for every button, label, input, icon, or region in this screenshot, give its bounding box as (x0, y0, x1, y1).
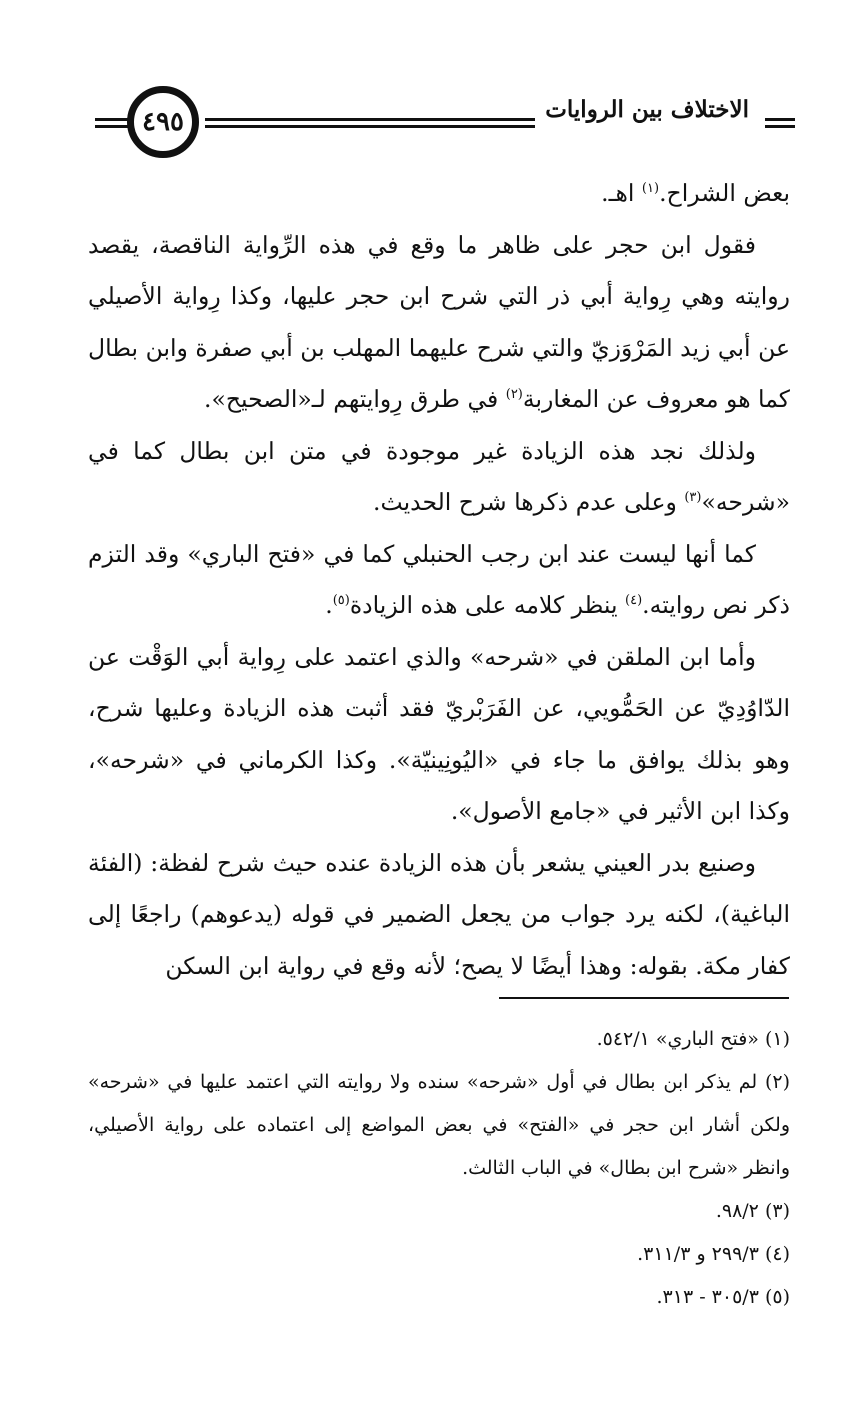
footnote: (١) «فتح الباري» ٥٤٢/١. (596, 1028, 790, 1050)
running-title: الاختلاف بين الروايات (539, 96, 755, 123)
page-number-badge (127, 86, 199, 158)
footnotes (88, 1018, 790, 1319)
paragraph (88, 168, 790, 220)
paragraph-text: فقول ابن حجر على ظاهر ما وقع في هذه الرِّواية الناقصة، يقصد روايته وهي رِواية أبي ذر التي شرح ابن حجر عليها، وكذا رِواية الأصيلي عن أبي زيد المَرْوَزيّ والتي شرح عليهما المهلب بن أبي صفرة وابن بطال كما هو معروف عن المغاربة (88, 230, 790, 413)
paragraph-text: بعض الشراح. (659, 179, 790, 207)
header-rule-right (765, 125, 795, 128)
paragraph-text: . (325, 591, 333, 619)
paragraph-text: ولذلك نجد هذه الزيادة غير موجودة في متن ابن بطال كما في «شرحه» (88, 436, 790, 516)
paragraph-text: وعلى عدم ذكرها شرح الحديث. (373, 488, 685, 516)
page-header (95, 78, 795, 178)
main-text (88, 168, 790, 992)
paragraph (88, 529, 790, 632)
page-number: ٤٩٥ (142, 107, 184, 137)
footnote-separator (499, 997, 789, 999)
header-rule-middle (205, 118, 535, 121)
footnote-ref: (٤) (625, 593, 643, 609)
paragraph: وأما ابن الملقن في «شرحه» والذي اعتمد على رِواية أبي الوَقْت عن الدّاوُدِيّ عن الحَمُّويي، عن الفَرَبْريّ فقد أثبت هذه الزيادة وعليها شرح، وهو بذلك يوافق ما جاء في «اليُونِينيّة». وكذا الكرماني في «شرحه»، وكذا ابن الأثير في «جامع الأصول». (88, 642, 790, 825)
paragraph-text: ينظر كلامه على هذه الزيادة (349, 591, 626, 619)
footnote-ref: (٢) (505, 387, 523, 403)
paragraph-text: في طرق رِوايتهم لـ«الصحيح». (204, 385, 506, 413)
paragraph: وصنيع بدر العيني يشعر بأن هذه الزيادة عنده حيث شرح لفظة: (الفئة الباغية)، لكنه يرد جواب من يجعل الضمير في قوله (يدعوهم) راجعًا إلى كفار مكة. بقوله: وهذا أيضًا لا يصح؛ لأنه وقع في رواية ابن السكن (88, 848, 790, 980)
paragraph (88, 426, 790, 529)
footnote-ref: (١) (641, 181, 660, 197)
paragraph-text: كما أنها ليست عند ابن رجب الحنبلي كما في «فتح الباري» وقد التزم ذكر نص روايته. (88, 539, 790, 619)
footnote-ref: (٣) (684, 490, 702, 506)
header-rule-middle (205, 125, 535, 128)
paragraph-text: اهـ. (601, 179, 642, 207)
footnote: (٢) لم يذكر ابن بطال في أول «شرحه» سنده ولا روايته التي اعتمد عليها في «شرحه» ولكن أشار ابن حجر في «الفتح» في بعض المواضع إلى اعتماده على رواية الأصيلي، وانظر «شرح ابن بطال» في الباب الثالث. (88, 1071, 790, 1179)
footnote: (٥) ٣٠٥/٣ - ٣١٣. (656, 1286, 790, 1308)
footnote: (٣) ٩٨/٢. (715, 1200, 790, 1222)
paragraph (88, 220, 790, 426)
header-rule-right (765, 118, 795, 121)
footnote: (٤) ٢٩٩/٣ و ٣١١/٣. (637, 1243, 790, 1265)
footnote-ref: (٥) (332, 593, 350, 609)
